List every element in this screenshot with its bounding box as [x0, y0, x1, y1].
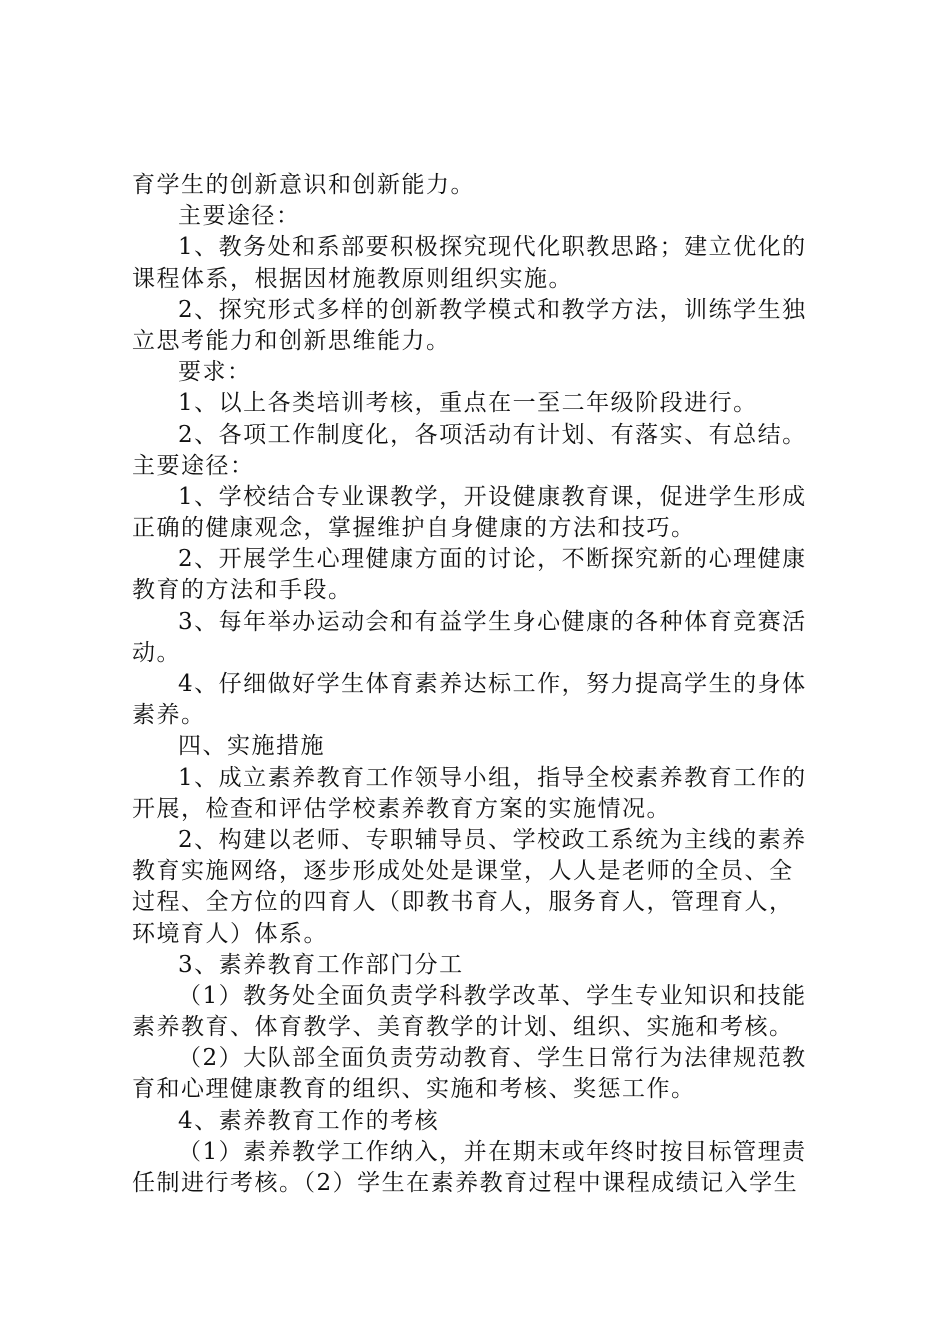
paragraph-line: 环境育人）体系。 [132, 920, 328, 947]
paragraph-line: 1、以上各类培训考核，重点在一至二年级阶段进行。 [178, 390, 758, 417]
paragraph-line: 4、仔细做好学生体育素养达标工作，努力提高学生的身体 [178, 671, 807, 697]
paragraph-line: 课程体系，根据因材施教原则组织实施。 [132, 265, 573, 292]
section-heading: 3、素养教育工作部门分工 [178, 951, 464, 978]
paragraph-line: 1、成立素养教育工作领导小组，指导全校素养教育工作的 [178, 764, 807, 791]
section-heading: 4、素养教育工作的考核 [178, 1107, 440, 1134]
paragraph-line: 教育的方法和手段。 [132, 577, 353, 604]
document-body [132, 170, 832, 1199]
paragraph-line: 2、开展学生心理健康方面的讨论，不断探究新的心理健康 [178, 546, 807, 573]
paragraph-line: （1）教务处全面负责学科教学改革、学生专业知识和技能 [178, 982, 807, 1009]
paragraph-line: 正确的健康观念，掌握维护自身健康的方法和技巧。 [132, 515, 696, 542]
paragraph-line: 过程、全方位的四育人（即教书育人，服务育人，管理育人， [132, 889, 794, 916]
paragraph-line: （1）素养教学工作纳入，并在期末或年终时按目标管理责 [178, 1138, 807, 1165]
paragraph-line: 素养教育、体育教学、美育教学的计划、组织、实施和考核。 [132, 1014, 794, 1041]
paragraph-line: 2、各项工作制度化，各项活动有计划、有落实、有总结。 [178, 421, 807, 448]
paragraph-line: 1、学校结合专业课教学，开设健康教育课，促进学生形成 [178, 483, 807, 510]
paragraph-line: 育和心理健康教育的组织、实施和考核、奖惩工作。 [132, 1076, 696, 1103]
section-heading: 主要途径： [132, 452, 255, 479]
paragraph-line: 3、每年举办运动会和有益学生身心健康的各种体育竞赛活 [178, 608, 807, 635]
paragraph-line: 立思考能力和创新思维能力。 [132, 327, 451, 354]
paragraph-line: 1、教务处和系部要积极探究现代化职教思路；建立优化的 [178, 234, 807, 261]
paragraph-line: 开展，检查和评估学校素养教育方案的实施情况。 [132, 795, 671, 822]
section-heading: 主要途径： [178, 203, 301, 230]
paragraph-line: 育学生的创新意识和创新能力。 [132, 172, 475, 198]
section-heading: 四、实施措施 [178, 733, 325, 760]
paragraph-line: （2）大队部全面负责劳动教育、学生日常行为法律规范教 [178, 1045, 807, 1072]
paragraph-line: 2、探究形式多样的创新教学模式和教学方法，训练学生独 [178, 296, 807, 323]
paragraph-line: 任制进行考核。（2）学生在素养教育过程中课程成绩记入学生 [132, 1170, 799, 1196]
paragraph-line: 素养。 [132, 702, 206, 729]
paragraph-line: 2、构建以老师、专职辅导员、学校政工系统为主线的素养 [178, 826, 807, 853]
paragraph-line: 动。 [132, 639, 181, 666]
paragraph-line: 教育实施网络，逐步形成处处是课堂，人人是老师的全员、全 [132, 858, 794, 885]
section-heading: 要求： [178, 359, 252, 386]
